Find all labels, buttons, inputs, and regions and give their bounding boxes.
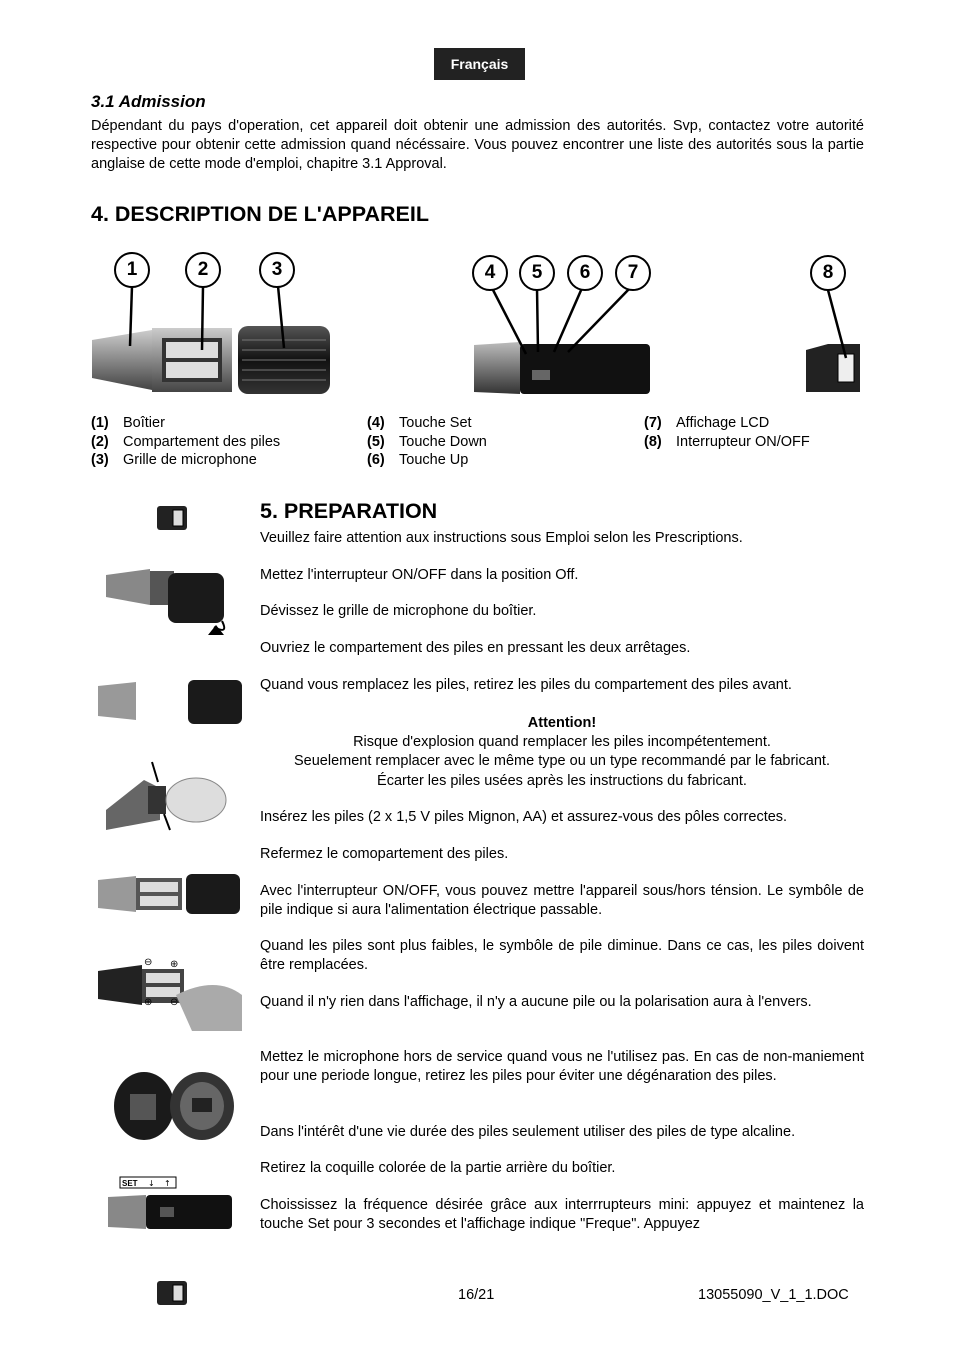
battery-compartment-image [96,870,244,918]
prep-p3: Dévissez le grille de microphone du boîtier. [260,603,537,619]
callout-5: 5 [519,255,555,291]
set-label: SET [122,1179,138,1188]
callout-3: 3 [259,252,295,288]
plus-label-2: ⊕ [144,997,153,1008]
description-heading: 4. DESCRIPTION DE L'APPAREIL [91,202,430,226]
prep-p9: Quand les piles sont plus faibles, le symbôle de pile diminue. Dans ce cas, les piles doivent être remplacées. [260,938,864,973]
prep-p7: Refermez le comopartement des piles. [260,846,509,862]
open-device-image [112,1068,236,1144]
insert-batteries-image [96,955,244,1031]
minus-label: ⊖ [144,957,153,968]
prep-p12: Dans l'intérêt d'une vie durée des piles seulement utiliser des piles de type alcaline. [260,1124,796,1140]
device-end-icon [155,500,189,532]
callout-2: 2 [185,252,221,288]
svg-text:↓: ↓ [148,1179,155,1188]
prep-p6: Insérez les piles (2 x 1,5 V piles Mignon, AA) et assurez-vous des pôles correctes. [260,809,788,825]
plus-label: ⊕ [170,959,179,970]
svg-text:↑: ↑ [164,1179,171,1188]
callout-7: 7 [615,255,651,291]
preparation-heading: 5. PREPARATION [260,499,438,523]
prep-p8: Avec l'interrupteur ON/OFF, vous pouvez mettre l'appareil sous/hors ténsion. Le symbôle de pile indique si aura l'alimentation électrique passable. [260,883,864,918]
legend-col-2: (4) Touche Set (5) Touche Down (6) Touche Up [367,415,487,468]
press-latches-image [104,760,232,832]
minus-label-2: ⊖ [170,997,179,1008]
page-number: 16/21 [458,1287,495,1303]
prep-p13: Retirez la coquille colorée de la partie arrière du boîtier. [260,1160,616,1176]
prep-p11: Mettez le microphone hors de service quand vous ne l'utilisez pas. En cas de non-maniement pour une periode longue, retirez les piles pour éviter une dégénaration des piles. [260,1049,864,1084]
body-and-grille-image [96,678,246,726]
admission-heading: 3.1 Admission [91,92,206,111]
prep-p5: Quand vous remplacez les piles, retirez les piles du compartement des piles avant. [260,677,792,693]
callout-4: 4 [472,255,508,291]
prep-p1: Veuillez faire attention aux instructions sous Emploi selon les Prescriptions. [260,530,743,546]
callout-6: 6 [567,255,603,291]
attention-line-1: Risque d'explosion quand remplacer les piles incompétentement. [353,734,771,750]
footer-device-icon [155,1275,189,1307]
admission-text: Dépendant du pays d'operation, cet appareil doit obtenir une admission des autorités. Svp, contactez votre autorité respective pour obtenir cette admission quand nécéssaire. Vous pouvez encontrer une liste des autorités sous la partie anglaise de cette mode d'emploi, chapitre 3.1 Approval. [91,118,864,172]
prep-p10: Quand il n'y rien dans l'affichage, il n'y a aucune pile ou la polarisation aura à l'envers. [260,994,812,1010]
attention-line-3: Écarter les piles usées après les instructions du fabricant. [377,773,747,789]
prep-p4: Ouvriez le compartement des piles en pressant les deux arrêtages. [260,640,691,656]
callout-8: 8 [810,255,846,291]
doc-id: 13055090_V_1_1.DOC [698,1287,849,1303]
attention-title: Attention! [527,715,597,731]
prep-p14: Choississez la fréquence désirée grâce aux interrrupteurs mini: appuyez et maintenez la touche Set pour 3 secondes et l'affichage indique "Freque". Appuyez [260,1197,864,1232]
callout-1: 1 [114,252,150,288]
unscrew-grille-image [104,565,244,645]
legend-col-1: (1) Boîtier (2) Compartement des piles (3) Grille de microphone [91,415,281,468]
language-badge: Français [434,48,525,80]
legend-col-3: (7) Affichage LCD (8) Interrupteur ON/OFF [644,415,810,450]
attention-line-2: Seuelement remplacer avec le même type ou un type recommandé par le fabricant. [294,753,830,769]
set-buttons-image [106,1175,236,1231]
prep-p2: Mettez l'interrupteur ON/OFF dans la position Off. [260,567,579,583]
